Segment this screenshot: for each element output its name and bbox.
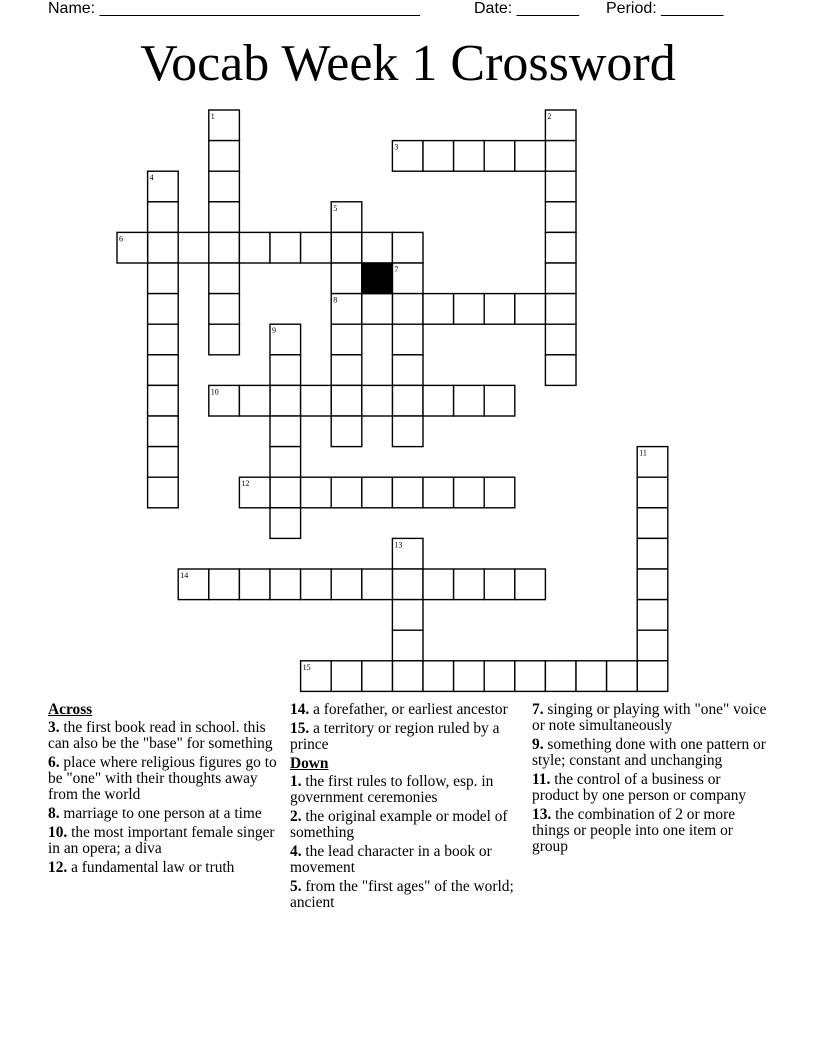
across-heading: Across bbox=[48, 701, 93, 718]
grid-cell[interactable] bbox=[301, 477, 332, 508]
black-cell bbox=[362, 263, 393, 294]
grid-cell[interactable] bbox=[423, 569, 454, 600]
grid-cell[interactable] bbox=[515, 141, 546, 172]
grid-cell[interactable] bbox=[392, 355, 423, 386]
grid-cell[interactable] bbox=[209, 232, 240, 263]
grid-cell[interactable] bbox=[392, 569, 423, 600]
cell-number-13: 13 bbox=[394, 540, 403, 550]
grid-cell[interactable] bbox=[301, 569, 332, 600]
grid-cell[interactable] bbox=[209, 263, 240, 294]
grid-cell[interactable] bbox=[209, 171, 240, 202]
grid-cell[interactable] bbox=[331, 263, 362, 294]
grid-cell[interactable] bbox=[362, 661, 393, 692]
grid-cell[interactable] bbox=[484, 661, 515, 692]
grid-cell[interactable] bbox=[270, 232, 301, 263]
grid-cell[interactable] bbox=[209, 202, 240, 233]
grid-cell[interactable] bbox=[545, 171, 576, 202]
grid-cell[interactable] bbox=[423, 141, 454, 172]
clue-down-1: 1. the first rules to follow, esp. in government ceremonies bbox=[290, 773, 494, 806]
grid-cell[interactable] bbox=[301, 385, 332, 416]
grid-cell[interactable] bbox=[270, 447, 301, 478]
clue-down-7: 7. singing or playing with "one" voice or note simultaneously bbox=[532, 701, 767, 734]
grid-cell[interactable] bbox=[484, 141, 515, 172]
grid-cell[interactable] bbox=[148, 447, 179, 478]
grid-cell[interactable] bbox=[484, 294, 515, 325]
page-title: Vocab Week 1 Crossword bbox=[140, 35, 676, 92]
grid-cell[interactable] bbox=[637, 661, 668, 692]
grid-cell[interactable] bbox=[545, 263, 576, 294]
grid-cell[interactable] bbox=[545, 661, 576, 692]
grid-cell[interactable] bbox=[392, 477, 423, 508]
grid-cell[interactable] bbox=[270, 355, 301, 386]
grid-cell[interactable] bbox=[484, 477, 515, 508]
cell-number-7: 7 bbox=[394, 265, 399, 274]
grid-cell[interactable] bbox=[239, 569, 270, 600]
clue-across-3: 3. the first book read in school. this can also be the "base" for something bbox=[48, 719, 273, 752]
grid-cell[interactable] bbox=[392, 416, 423, 447]
grid-cell[interactable] bbox=[270, 416, 301, 447]
grid-cell[interactable] bbox=[331, 477, 362, 508]
grid-cell[interactable] bbox=[331, 232, 362, 263]
cell-number-4: 4 bbox=[149, 173, 154, 183]
grid-cell[interactable] bbox=[637, 538, 668, 569]
grid-cell[interactable] bbox=[545, 324, 576, 355]
cell-number-5: 5 bbox=[333, 203, 338, 213]
cell-number-8: 8 bbox=[333, 295, 338, 305]
grid-cell[interactable] bbox=[637, 630, 668, 661]
grid-cell[interactable] bbox=[515, 294, 546, 325]
grid-cell[interactable] bbox=[239, 385, 270, 416]
grid-cell[interactable] bbox=[148, 202, 179, 233]
grid-cell[interactable] bbox=[392, 630, 423, 661]
cell-number-1: 1 bbox=[210, 112, 215, 121]
grid-cell[interactable] bbox=[392, 385, 423, 416]
clue-down-5: 5. from the "first ages" of the world; ancient bbox=[290, 878, 514, 911]
grid-cell[interactable] bbox=[392, 600, 423, 631]
name-field[interactable]: Name: ____________________________________ bbox=[48, 0, 420, 17]
clues-column-1 bbox=[48, 702, 286, 879]
grid-cell[interactable] bbox=[484, 569, 515, 600]
grid-cell[interactable] bbox=[178, 232, 209, 263]
grid-cell[interactable] bbox=[148, 232, 179, 263]
grid-cell[interactable] bbox=[423, 661, 454, 692]
clue-down-2: 2. the original example or model of something bbox=[290, 808, 508, 841]
grid-cell[interactable] bbox=[270, 477, 301, 508]
grid-cell[interactable] bbox=[454, 661, 485, 692]
date-field[interactable]: Date: _______ bbox=[474, 0, 579, 17]
grid-cell[interactable] bbox=[545, 232, 576, 263]
grid-cell[interactable] bbox=[423, 385, 454, 416]
clue-down-4: 4. the lead character in a book or movement bbox=[290, 843, 492, 876]
grid-cell[interactable] bbox=[484, 385, 515, 416]
grid-cell[interactable] bbox=[148, 263, 179, 294]
clue-down-11: 11. the control of a business or product by one person or company bbox=[532, 771, 747, 804]
grid-cell[interactable] bbox=[362, 569, 393, 600]
grid-cell[interactable] bbox=[454, 294, 485, 325]
clue-down-13: 13. the combination of 2 or more things or people into one item or group bbox=[532, 806, 736, 855]
grid-cell[interactable] bbox=[331, 385, 362, 416]
clues-column-3 bbox=[532, 702, 768, 858]
grid-cell[interactable] bbox=[392, 294, 423, 325]
grid-cell[interactable] bbox=[607, 661, 638, 692]
grid-cell[interactable] bbox=[209, 569, 240, 600]
grid-cell[interactable] bbox=[362, 385, 393, 416]
grid-cell[interactable] bbox=[423, 477, 454, 508]
grid-cell[interactable] bbox=[239, 232, 270, 263]
grid-cell[interactable] bbox=[576, 661, 607, 692]
cell-number-3: 3 bbox=[394, 142, 399, 152]
grid-cell[interactable] bbox=[331, 355, 362, 386]
grid-cell[interactable] bbox=[362, 294, 393, 325]
grid-cell[interactable] bbox=[331, 416, 362, 447]
grid-cell[interactable] bbox=[148, 355, 179, 386]
grid-cell[interactable] bbox=[148, 477, 179, 508]
grid-cell[interactable] bbox=[545, 141, 576, 172]
cell-number-14: 14 bbox=[180, 571, 189, 580]
grid-cell[interactable] bbox=[637, 508, 668, 539]
grid-cell[interactable] bbox=[545, 355, 576, 386]
grid-cell[interactable] bbox=[392, 232, 423, 263]
grid-cell[interactable] bbox=[545, 202, 576, 233]
cell-number-9: 9 bbox=[272, 326, 276, 336]
clue-down-9: 9. something done with one pattern or style; constant and unchanging bbox=[532, 736, 766, 769]
grid-cell[interactable] bbox=[454, 141, 485, 172]
grid-cell[interactable] bbox=[301, 232, 332, 263]
clue-across-10: 10. the most important female singer in an opera; a diva bbox=[48, 824, 275, 857]
clue-across-15: 15. a territory or region ruled by a prince bbox=[290, 720, 500, 753]
grid-cell[interactable] bbox=[148, 385, 179, 416]
grid-cell[interactable] bbox=[515, 661, 546, 692]
grid-cell[interactable] bbox=[392, 661, 423, 692]
clue-across-12: 12. a fundamental law or truth bbox=[48, 859, 235, 876]
grid-cell[interactable] bbox=[392, 324, 423, 355]
grid-cell[interactable] bbox=[209, 294, 240, 325]
cell-number-15: 15 bbox=[302, 662, 311, 672]
grid-cell[interactable] bbox=[454, 385, 485, 416]
grid-cell[interactable] bbox=[270, 569, 301, 600]
grid-cell[interactable] bbox=[331, 661, 362, 692]
cell-number-2: 2 bbox=[547, 112, 552, 121]
grid-cell[interactable] bbox=[454, 477, 485, 508]
grid-cell[interactable] bbox=[362, 477, 393, 508]
down-heading: Down bbox=[290, 755, 329, 772]
grid-cell[interactable] bbox=[331, 324, 362, 355]
grid-cell[interactable] bbox=[270, 385, 301, 416]
grid-cell[interactable] bbox=[209, 141, 240, 172]
clues-column-2 bbox=[290, 702, 526, 914]
grid-cell[interactable] bbox=[637, 600, 668, 631]
period-field[interactable]: Period: _______ bbox=[606, 0, 724, 17]
cell-number-10: 10 bbox=[210, 387, 219, 397]
grid-cell[interactable] bbox=[148, 294, 179, 325]
clue-across-6: 6. place where religious figures go to be "one" with their thoughts away from the world bbox=[48, 754, 277, 803]
clue-across-8: 8. marriage to one person at a time bbox=[48, 805, 262, 822]
grid-cell[interactable] bbox=[637, 569, 668, 600]
grid-cell[interactable] bbox=[545, 294, 576, 325]
grid-cell[interactable] bbox=[209, 324, 240, 355]
cell-number-12: 12 bbox=[241, 479, 250, 489]
grid-cell[interactable] bbox=[515, 569, 546, 600]
grid-cell[interactable] bbox=[148, 416, 179, 447]
grid-cell[interactable] bbox=[331, 569, 362, 600]
grid-cell[interactable] bbox=[362, 232, 393, 263]
grid-cell[interactable] bbox=[454, 569, 485, 600]
clue-across-14: 14. a forefather, or earliest ancestor bbox=[290, 701, 508, 718]
cell-number-11: 11 bbox=[639, 448, 647, 458]
grid-cell[interactable] bbox=[637, 477, 668, 508]
grid-cell[interactable] bbox=[270, 508, 301, 539]
cell-number-6: 6 bbox=[119, 234, 123, 244]
grid-cell[interactable] bbox=[148, 324, 179, 355]
grid-cell[interactable] bbox=[423, 294, 454, 325]
